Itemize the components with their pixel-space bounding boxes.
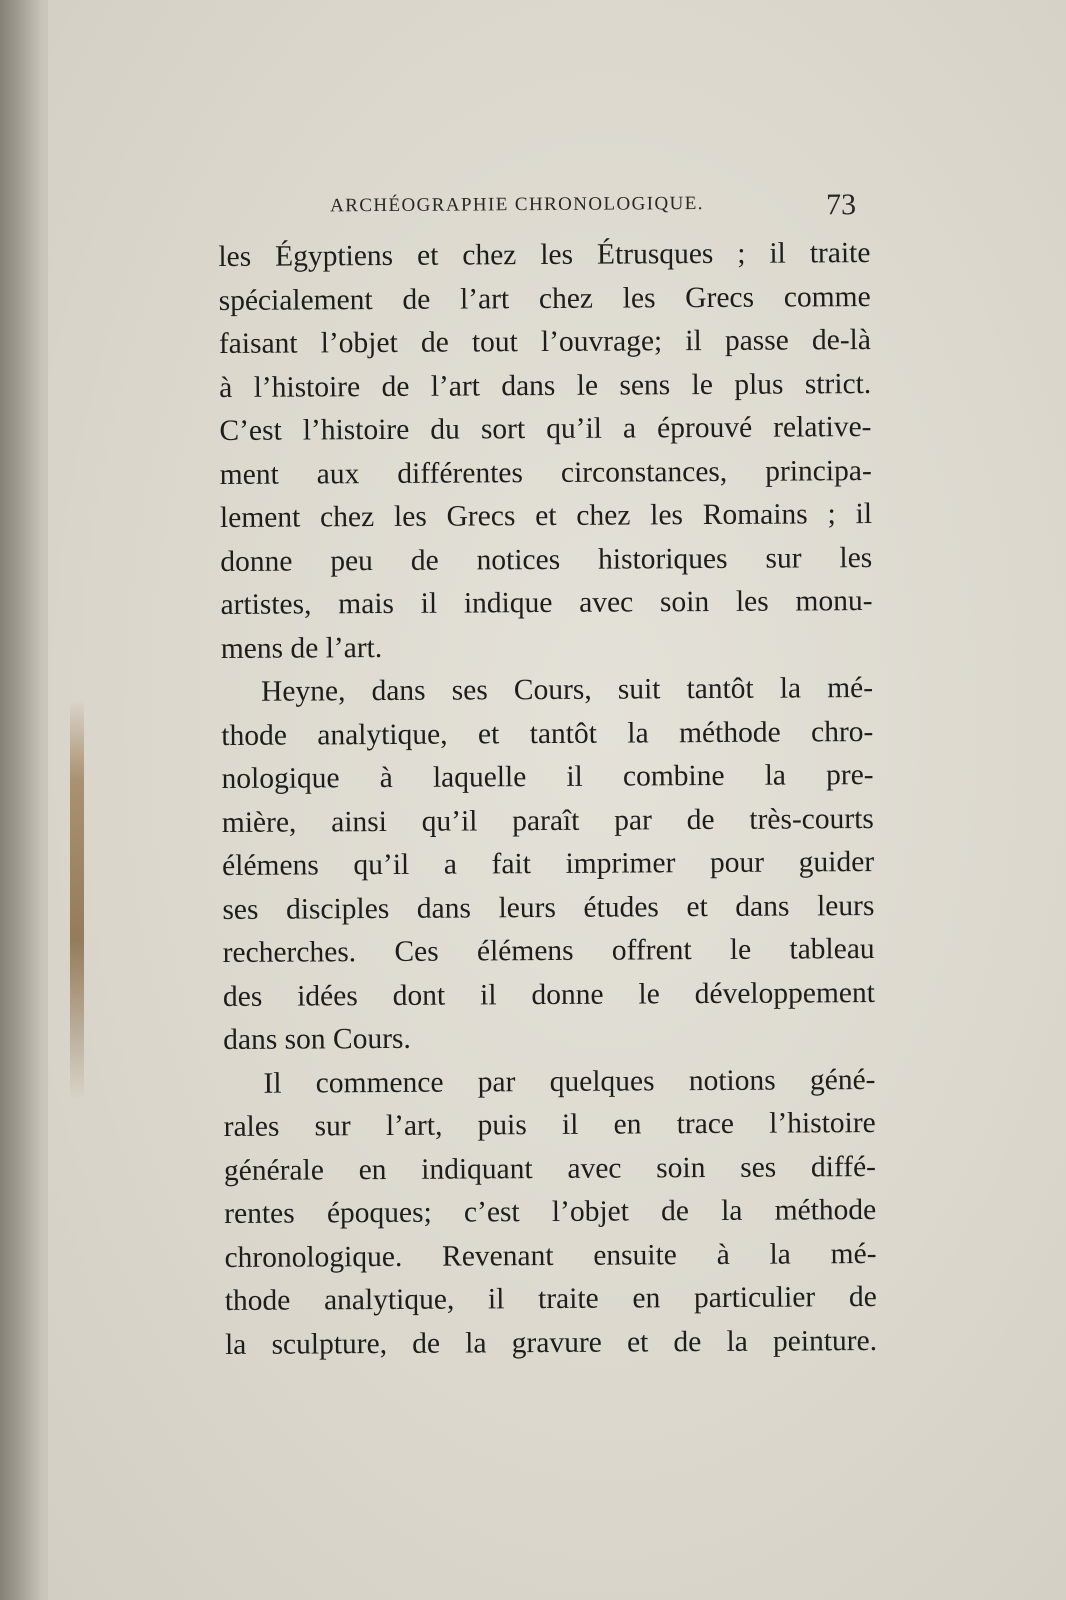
text-line: ses disciples dans leurs études et dans leurs xyxy=(222,889,875,926)
text-line: Il commence par quelques notions géné- xyxy=(263,1063,876,1100)
text-line: faisant l’objet de tout l’ouvrage; il passe de-là xyxy=(218,324,872,360)
running-head-title: ARCHÉOGRAPHIE CHRONOLOGIQUE. xyxy=(330,193,704,217)
text-line: ment aux différentes circonstances, principa- xyxy=(219,454,872,491)
text-line: C’est l’histoire du sort qu’il a éprouvé relative- xyxy=(219,411,872,447)
page-number: 73 xyxy=(825,188,857,222)
text-line: spécialement de l’art chez les Grecs comme xyxy=(218,280,871,317)
paragraph-3 xyxy=(223,1059,877,1367)
text-line: des idées dont il donne le développement xyxy=(222,976,875,1013)
paragraph-1 xyxy=(218,232,873,671)
text-line: donne peu de notices historiques sur les xyxy=(220,541,873,578)
text-block xyxy=(218,188,877,1367)
text-line: élémens qu’il a fait imprimer pour guider xyxy=(222,846,875,882)
page-edge-stain xyxy=(70,700,84,1100)
text-line: recherches. Ces élémens offrent le tableau xyxy=(222,933,875,969)
text-line: chronologique. Revenant ensuite à la mé- xyxy=(224,1237,877,1274)
running-head xyxy=(218,188,870,236)
text-line: les Égyptiens et chez les Étrusques ; il traite xyxy=(218,237,871,273)
text-line: la sculpture, de la gravure et de la peinture. xyxy=(224,1324,878,1361)
text-line: artistes, mais il indique avec soin les monu- xyxy=(220,585,873,621)
text-line: nologique à laquelle il combine la pre- xyxy=(221,759,874,795)
text-line: générale en indiquant avec soin ses diffé- xyxy=(223,1150,877,1187)
text-line: thode analytique, il traite en particulier de xyxy=(224,1280,877,1317)
text-line: Heyne, dans ses Cours, suit tantôt la mé- xyxy=(260,672,874,708)
paragraph-2 xyxy=(221,667,875,1062)
text-line: thode analytique, et tantôt la méthode chro- xyxy=(221,715,874,752)
text-line: mière, ainsi qu’il paraît par de très-courts xyxy=(221,802,874,839)
text-line: rales sur l’art, puis il en trace l’histoire xyxy=(223,1107,876,1143)
text-line: dans son Cours. xyxy=(223,1022,411,1056)
text-line: lement chez les Grecs et chez les Romains ; il xyxy=(219,498,873,534)
text-line: à l’histoire de l’art dans le sens le plus strict. xyxy=(219,367,872,404)
text-line: rentes époques; c’est l’objet de la méthode xyxy=(224,1193,877,1230)
text-line: mens de l’art. xyxy=(220,631,383,665)
